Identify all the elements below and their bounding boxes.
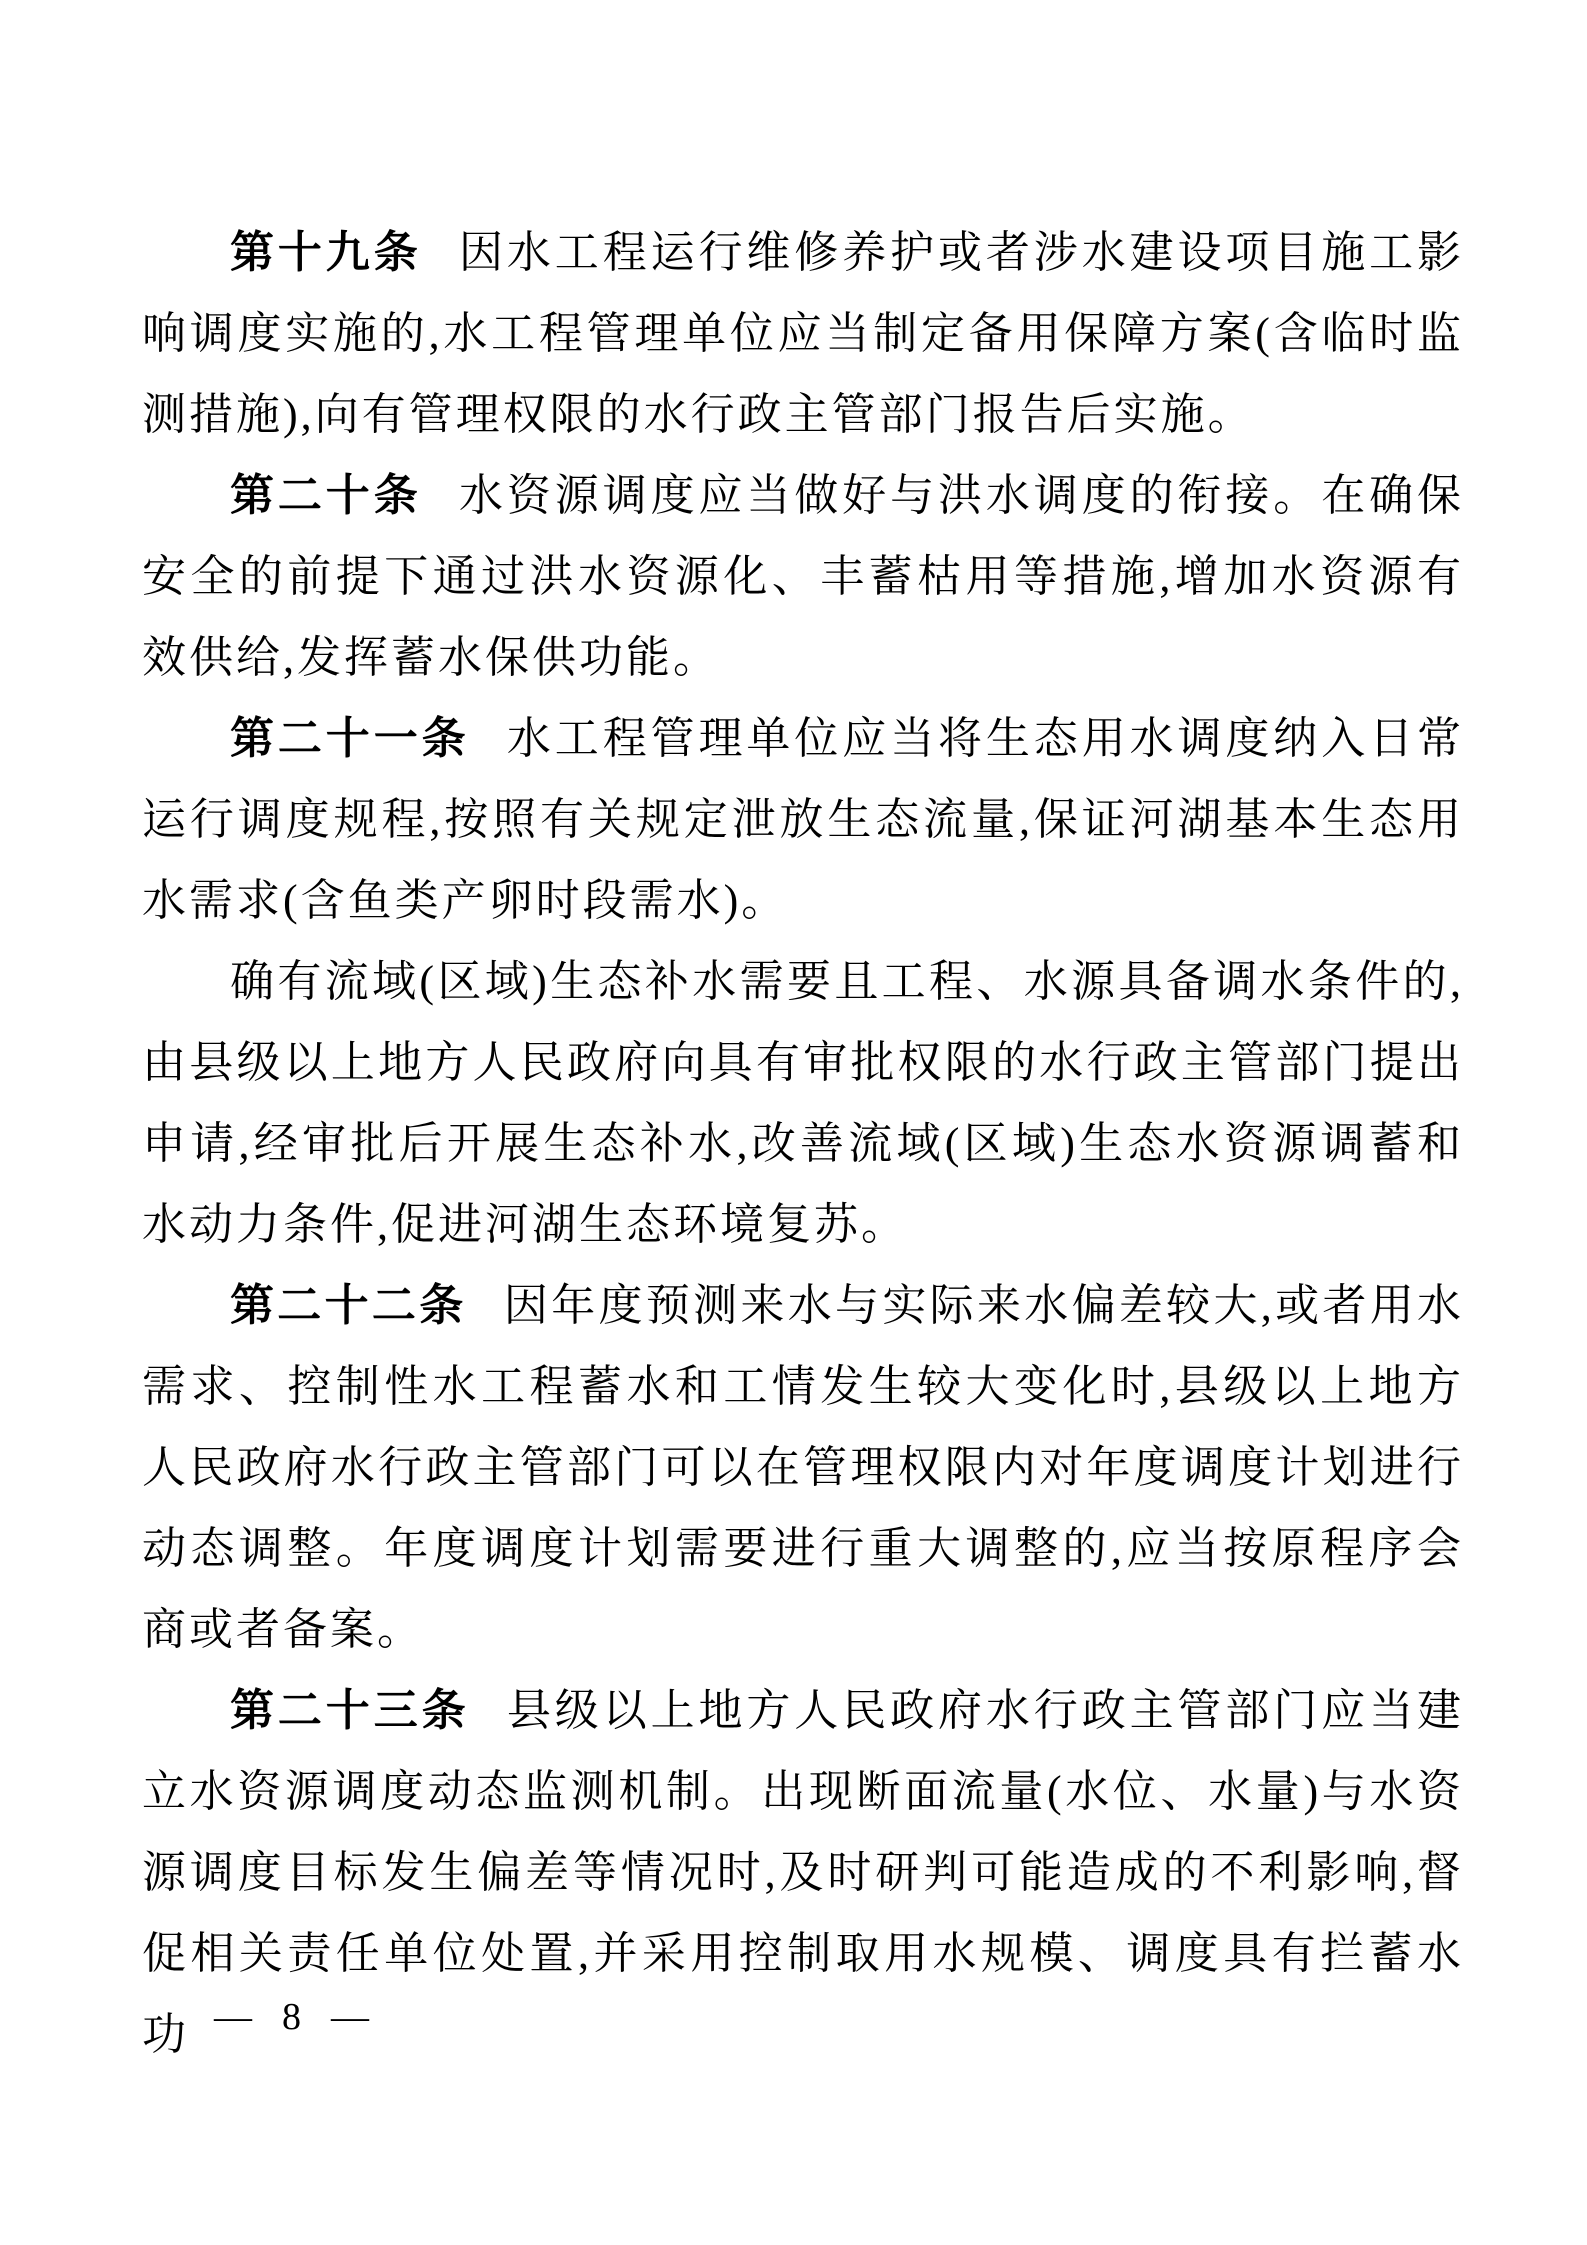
- article-text: 水资源调度应当做好与洪水调度的衔接。在确保安全的前提下通过洪水资源化、丰蓄枯用等措施,增加水资源有效供给,发挥蓄水保供功能。: [142, 471, 1465, 682]
- article-number: 第二十条: [230, 471, 422, 520]
- page-number: 8: [282, 1996, 301, 2038]
- footer-left-dash: —: [214, 1996, 252, 2038]
- page-footer: [210, 1995, 373, 2039]
- article-text: 因水工程运行维修养护或者涉水建设项目施工影响调度实施的,水工程管理单位应当制定备用保障方案(含临时监测措施),向有管理权限的水行政主管部门报告后实施。: [142, 228, 1465, 439]
- document-body: [142, 212, 1464, 2075]
- article-number: 第二十一条: [230, 714, 470, 763]
- article-text: 水工程管理单位应当将生态用水调度纳入日常运行调度规程,按照有关规定泄放生态流量,保证河湖基本生态用水需求(含鱼类产卵时段需水)。: [142, 714, 1465, 925]
- article-text: 因年度预测来水与实际来水偏差较大,或者用水需求、控制性水工程蓄水和工情发生较大变化时,县级以上地方人民政府水行政主管部门可以在管理权限内对年度调度计划进行动态调整。年度调度计划需要进行重大调整的,应当按原程序会商或者备案。: [142, 1281, 1465, 1654]
- footer-right-dash: —: [331, 1996, 369, 2038]
- article-paragraph: [142, 698, 1464, 941]
- article-paragraph: [142, 941, 1464, 1265]
- article-paragraph: [142, 1265, 1464, 1670]
- article-paragraph: [142, 455, 1464, 698]
- article-number: 第二十二条: [230, 1281, 467, 1330]
- article-text: 确有流域(区域)生态补水需要且工程、水源具备调水条件的,由县级以上地方人民政府向具有审批权限的水行政主管部门提出申请,经审批后开展生态补水,改善流域(区域)生态水资源调蓄和水动力条件,促进河湖生态环境复苏。: [142, 957, 1464, 1249]
- article-number: 第十九条: [230, 228, 422, 277]
- article-paragraph: [142, 212, 1464, 455]
- article-text: 县级以上地方人民政府水行政主管部门应当建立水资源调度动态监测机制。出现断面流量(水位、水量)与水资源调度目标发生偏差等情况时,及时研判可能造成的不利影响,督促相关责任单位处置,并采用控制取用水规模、调度具有拦蓄水功: [142, 1686, 1465, 2059]
- article-number: 第二十三条: [230, 1686, 470, 1735]
